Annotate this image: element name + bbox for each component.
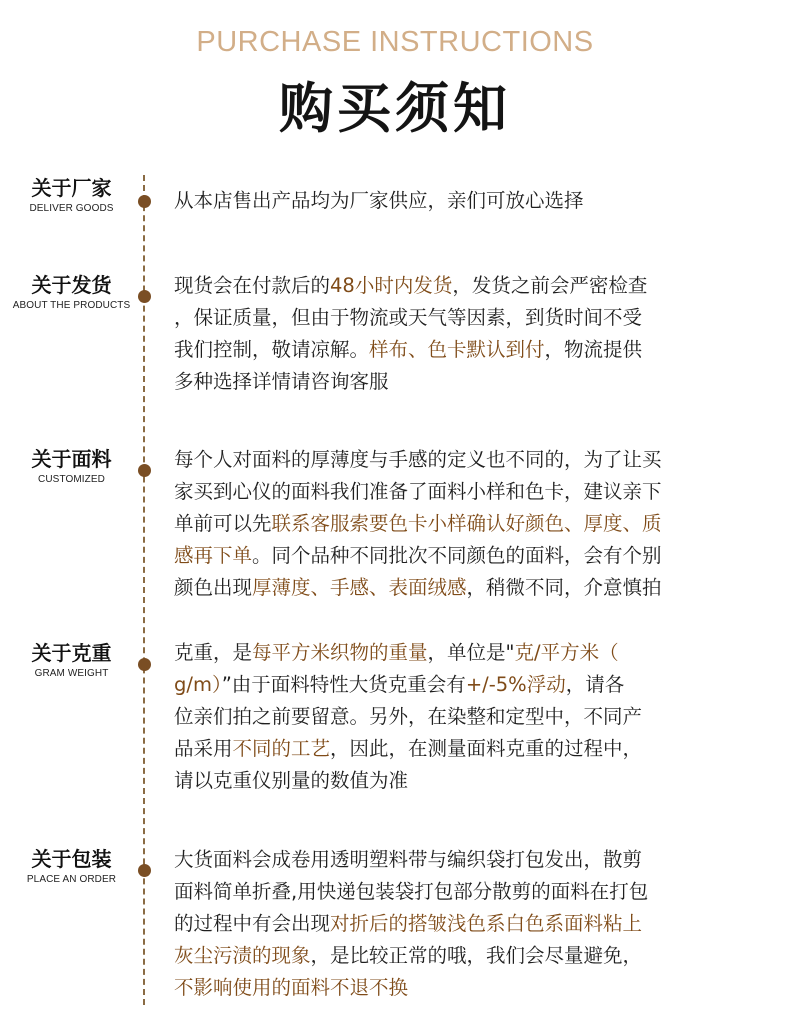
section-label (0, 640, 143, 679)
page-title: 购买须知 (279, 77, 511, 140)
section-subtitle: GRAM WEIGHT (34, 668, 109, 679)
section-body (174, 844, 774, 1004)
timeline-dot (138, 195, 151, 208)
body-text: ，稍微不同，介意慎拍 (466, 576, 662, 599)
section-label (0, 175, 143, 214)
section-subtitle: CUSTOMIZED (38, 474, 105, 485)
highlight-text: 48小时内发货 (330, 274, 453, 297)
section-subtitle: ABOUT THE PRODUCTS (12, 300, 131, 311)
highlight-text: 每平方米织物的重量 (252, 641, 428, 664)
timeline-dot (138, 658, 151, 671)
body-text: 大货面料会成卷用透明塑料带与编织袋打包发出，散剪 面料简单折叠,用快递包装袋打包部分散剪的面料在打包 的过程中有会出现 (174, 848, 649, 935)
section-body (174, 444, 774, 604)
highlight-text: 厚薄度、手感、表面绒感 (252, 576, 467, 599)
body-text: ，物流提供 多种选择详情请咨询客服 (174, 338, 643, 393)
section-body (174, 185, 774, 217)
timeline-dot (138, 290, 151, 303)
section-title: 关于发货 (31, 273, 112, 297)
body-text: ，请各 位亲们拍之前要留意。另外，在染整和定型中，不同产 品采用 (174, 673, 643, 760)
timeline-dot (138, 864, 151, 877)
body-text: 现货会在付款后的 (174, 274, 331, 297)
highlight-text: 不同的工艺 (232, 737, 331, 760)
highlight-text: 对折后的搭皱浅色系白色系面料粘上 灰尘污渍的现象 (174, 912, 643, 967)
body-text: ，因此，在测量面料克重的过程中， 请以克重仪别量的数值为准 (174, 737, 643, 792)
body-text: 从本店售出产品均为厂家供应，亲们可放心选择 (174, 189, 584, 212)
section-title: 关于厂家 (31, 176, 112, 200)
section-subtitle: PLACE AN ORDER (26, 874, 117, 885)
english-title: PURCHASE INSTRUCTIONS (196, 26, 594, 58)
body-text: ，发货之前会严密检查 ，保证质量，但由于物流或天气等因素，到货时间不受 我们控制，敬请凉解。 (174, 274, 648, 361)
body-text: 每个人对面料的厚薄度与手感的定义也不同的，为了让买 家买到心仪的面料我们准备了面料小样和色卡，建议亲下 单前可以先 (174, 448, 662, 535)
body-text: 。同个品种不同批次不同颜色的面料，会有个别 颜色出现 (174, 544, 662, 599)
body-text: ，是比较正常的哦，我们会尽量避免， (310, 944, 643, 967)
section-subtitle: DELIVER GOODS (29, 203, 114, 214)
highlight-text: +/-5%浮动 (465, 673, 566, 696)
section-body (174, 637, 774, 797)
timeline-dot (138, 464, 151, 477)
body-text: ”由于面料特性大货克重会有 (221, 673, 466, 696)
section-label (0, 272, 143, 311)
highlight-text: 样布、色卡默认到付 (369, 338, 545, 361)
highlight-text: 联系客服索要色卡小样确认好颜色、厚度、质 感再下单 (174, 512, 662, 567)
highlight-text: 不影响使用的面料不退不换 (174, 976, 409, 999)
section-body (174, 270, 774, 398)
section-title: 关于克重 (31, 641, 112, 665)
body-text: ，单位是" (427, 641, 515, 664)
highlight-text: 克/平方米（ g/m） (174, 641, 619, 696)
body-text: 克重，是 (174, 641, 253, 664)
section-label (0, 846, 143, 885)
section-label (0, 446, 143, 485)
section-title: 关于面料 (31, 447, 112, 471)
section-title: 关于包装 (31, 847, 112, 871)
